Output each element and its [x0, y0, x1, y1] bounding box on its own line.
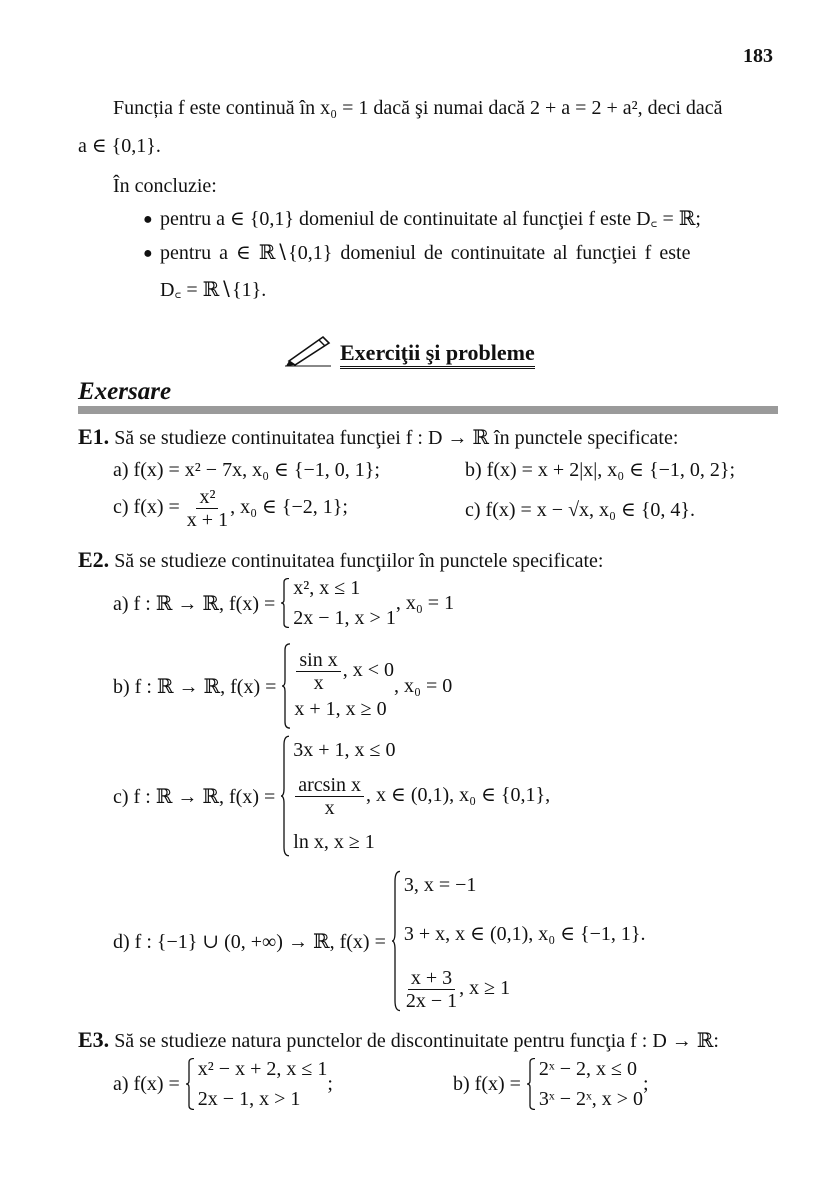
bullet-icon: ●: [143, 211, 153, 228]
exercise-label: E3.: [78, 1027, 110, 1052]
e1-item-a: a) f(x) = x² − 7x, x₀ ∈ {−1, 0, 1};: [113, 459, 380, 481]
e1-item-b: b) f(x) = x + 2|x|, x₀ ∈ {−1, 0, 2};: [465, 459, 736, 481]
e1-item-d: c) f(x) = x − √x, x₀ ∈ {0, 4}.: [465, 499, 696, 521]
fraction: $\frac{\text{x²}}{x + 1}$: [186, 486, 229, 531]
intro-line-1: Funcția f este continuă în x₀ = 1 dacă şi numai dacă 2 + a = 2 + a², deci dacă: [113, 97, 723, 119]
exercise-e2: [78, 548, 603, 573]
exercise-text: Să se studieze continuitatea funcţiilor în punctele specificate:: [114, 550, 604, 572]
exercise-label: E1.: [78, 424, 110, 449]
e2-item-a: a) f : ℝ → ℝ, f(x) = x², x ≤ 1 2x − 1, x > 1 , x₀ = 1: [113, 577, 455, 629]
exercise-e1: [78, 425, 678, 450]
e2-item-c: c) f : ℝ → ℝ, f(x) = 3x + 1, x ≤ 0 $\frac{\text{arcsin x}}{x}$ , x ∈ (0,1), x₀ ∈ {0,1}, ln x, x ≥ 1: [113, 735, 550, 857]
section-divider: [78, 406, 778, 414]
e2-item-d: d) f : {−1} ∪ (0, +∞) → ℝ, f(x) = 3, x = −1 3 + x, x ∈ (0,1), x₀ ∈ {−1, 1}. $\frac{x + 3}{2x - 1}$ , x ≥ 1: [113, 870, 646, 1012]
conclusion-bullet-2: pentru a ∈ ℝ∖{0,1} domeniul de continuitate al funcţiei f este: [160, 242, 691, 264]
brace-icon: [280, 578, 290, 628]
intro-line-2: a ∈ {0,1}.: [78, 135, 161, 157]
e2-item-b: b) f : ℝ → ℝ, f(x) = $\frac{\text{sin x}}{x}$ , x < 0 x + 1, x ≥ 0 , x₀ = 0: [113, 643, 452, 729]
exercise-label: E2.: [78, 547, 110, 572]
conclusion-bullet-1: pentru a ∈ {0,1} domeniul de continuitate al funcţiei f este D꜀ = ℝ;: [160, 208, 701, 230]
section-title: Exerciţii şi probleme: [340, 341, 535, 369]
e1-item-c: c) f(x) = $\frac{\text{x²}}{x + 1}$ , x₀ ∈ {−2, 1};: [113, 486, 348, 531]
pencil-icon: [283, 333, 333, 367]
brace-icon: [185, 1058, 195, 1110]
bullet-icon: ●: [143, 245, 153, 262]
exercise-e3: [78, 1028, 719, 1053]
brace-icon: [281, 643, 291, 729]
section-subtitle: Exersare: [78, 378, 172, 405]
brace-icon: [526, 1058, 536, 1110]
exercise-text: Să se studieze natura punctelor de discontinuitate pentru funcţia f : D → ℝ:: [114, 1030, 719, 1052]
conclusion-label: În concluzie:: [113, 175, 217, 197]
brace-icon: [391, 870, 401, 1012]
e3-item-b: b) f(x) = 2ˣ − 2, x ≤ 0 3ˣ − 2ˣ, x > 0 ;: [453, 1058, 649, 1110]
conclusion-bullet-2-cont: D꜀ = ℝ∖{1}.: [160, 279, 267, 301]
page-number: 183: [743, 45, 773, 67]
exercise-text: Să se studieze continuitatea funcţiei f : D → ℝ în punctele specificate:: [114, 427, 679, 449]
brace-icon: [280, 735, 290, 857]
e3-item-a: a) f(x) = x² − x + 2, x ≤ 1 2x − 1, x > 1 ;: [113, 1058, 333, 1110]
